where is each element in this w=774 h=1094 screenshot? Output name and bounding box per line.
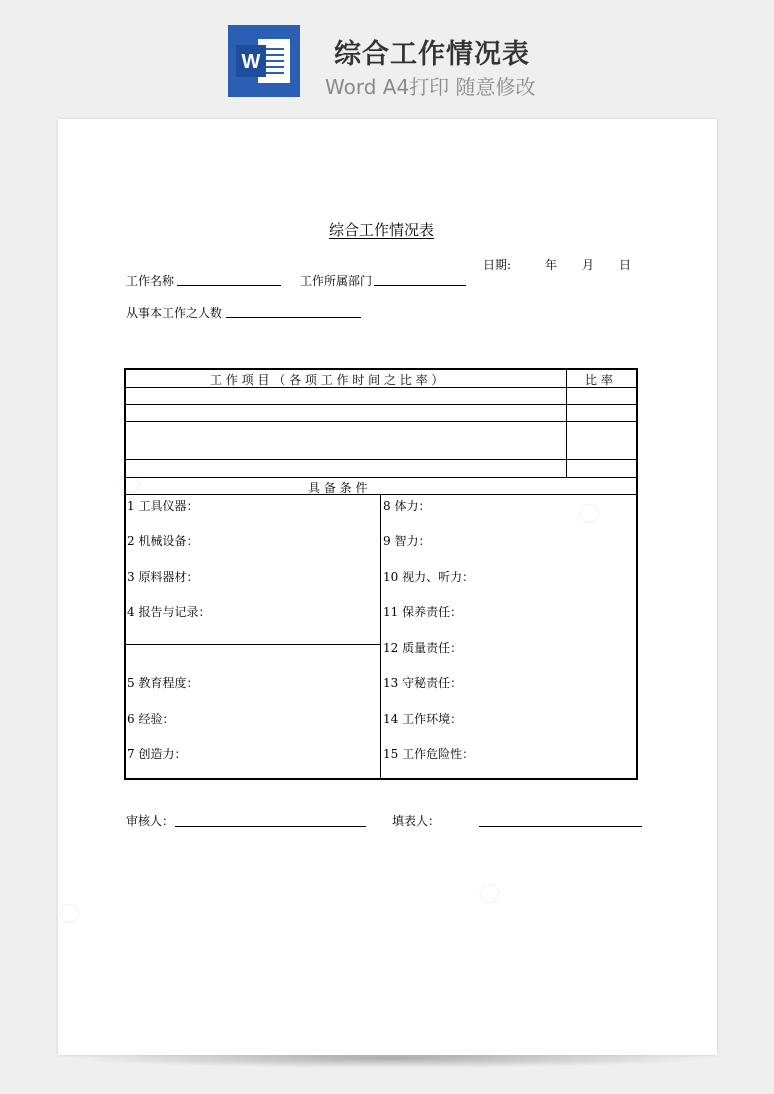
conditions-body <box>126 495 636 778</box>
date-label: 日期: <box>483 258 512 272</box>
conditions-header: 具 备 条 件 <box>308 481 368 495</box>
condition-item: 6 经验： <box>127 712 175 726</box>
people-count-field[interactable] <box>226 317 361 318</box>
column-divider <box>566 405 567 421</box>
condition-item: 11 保养责任： <box>383 605 463 619</box>
column-divider <box>566 388 567 404</box>
document-title: 综合工作情况表 <box>329 221 435 239</box>
table-row[interactable] <box>126 460 636 478</box>
condition-item: 10 视力、听力： <box>383 570 475 584</box>
table-header-row <box>126 370 636 388</box>
table-row[interactable] <box>126 405 636 422</box>
condition-item: 1 工具仪器： <box>127 499 199 513</box>
condition-item: 12 质量责任： <box>383 641 463 655</box>
condition-item: 13 守秘责任： <box>383 676 463 690</box>
word-app-icon <box>228 25 300 97</box>
job-name-field[interactable] <box>177 285 281 286</box>
department-field[interactable] <box>374 285 466 286</box>
filler-label: 填表人： <box>392 814 441 828</box>
column-divider <box>566 370 567 387</box>
banner-subtitle: Word A4打印 随意修改 <box>325 75 536 99</box>
header-work-items: 工 作 项 目 （ 各 项 工 作 时 间 之 比 率 ） <box>210 373 444 387</box>
job-name-label: 工作名称 <box>126 274 175 288</box>
header-ratio: 比 率 <box>585 373 613 387</box>
conditions-header-row <box>126 478 636 495</box>
condition-item: 4 报告与记录： <box>127 605 211 619</box>
reviewer-field[interactable] <box>175 826 366 827</box>
watermark <box>472 875 507 912</box>
date-day: 日 <box>619 258 632 272</box>
condition-item: 9 智力： <box>383 534 431 548</box>
condition-item: 7 创造力： <box>127 747 187 761</box>
banner-title: 综合工作情况表 <box>334 39 530 70</box>
condition-item: 3 原料器材： <box>127 570 199 584</box>
date-year: 年 <box>545 258 558 272</box>
condition-item: 14 工作环境： <box>383 712 463 726</box>
condition-item: 2 机械设备： <box>127 534 199 548</box>
watermark <box>52 895 87 932</box>
condition-item: 8 体力： <box>383 499 431 513</box>
condition-item: 15 工作危险性： <box>383 747 475 761</box>
people-count-label: 从事本工作之人数 <box>126 306 223 320</box>
column-divider <box>566 422 567 459</box>
reviewer-label: 审核人： <box>126 814 175 828</box>
table-row[interactable] <box>126 422 636 460</box>
condition-item: 5 教育程度： <box>127 676 199 690</box>
table-row[interactable] <box>126 388 636 405</box>
conditions-left-separator <box>126 644 381 645</box>
date-month: 月 <box>582 258 595 272</box>
department-label: 工作所属部门 <box>300 274 373 288</box>
column-divider <box>566 460 567 477</box>
filler-field[interactable] <box>479 826 642 827</box>
work-conditions-table <box>124 368 638 780</box>
word-icon-letter: W <box>241 51 261 73</box>
